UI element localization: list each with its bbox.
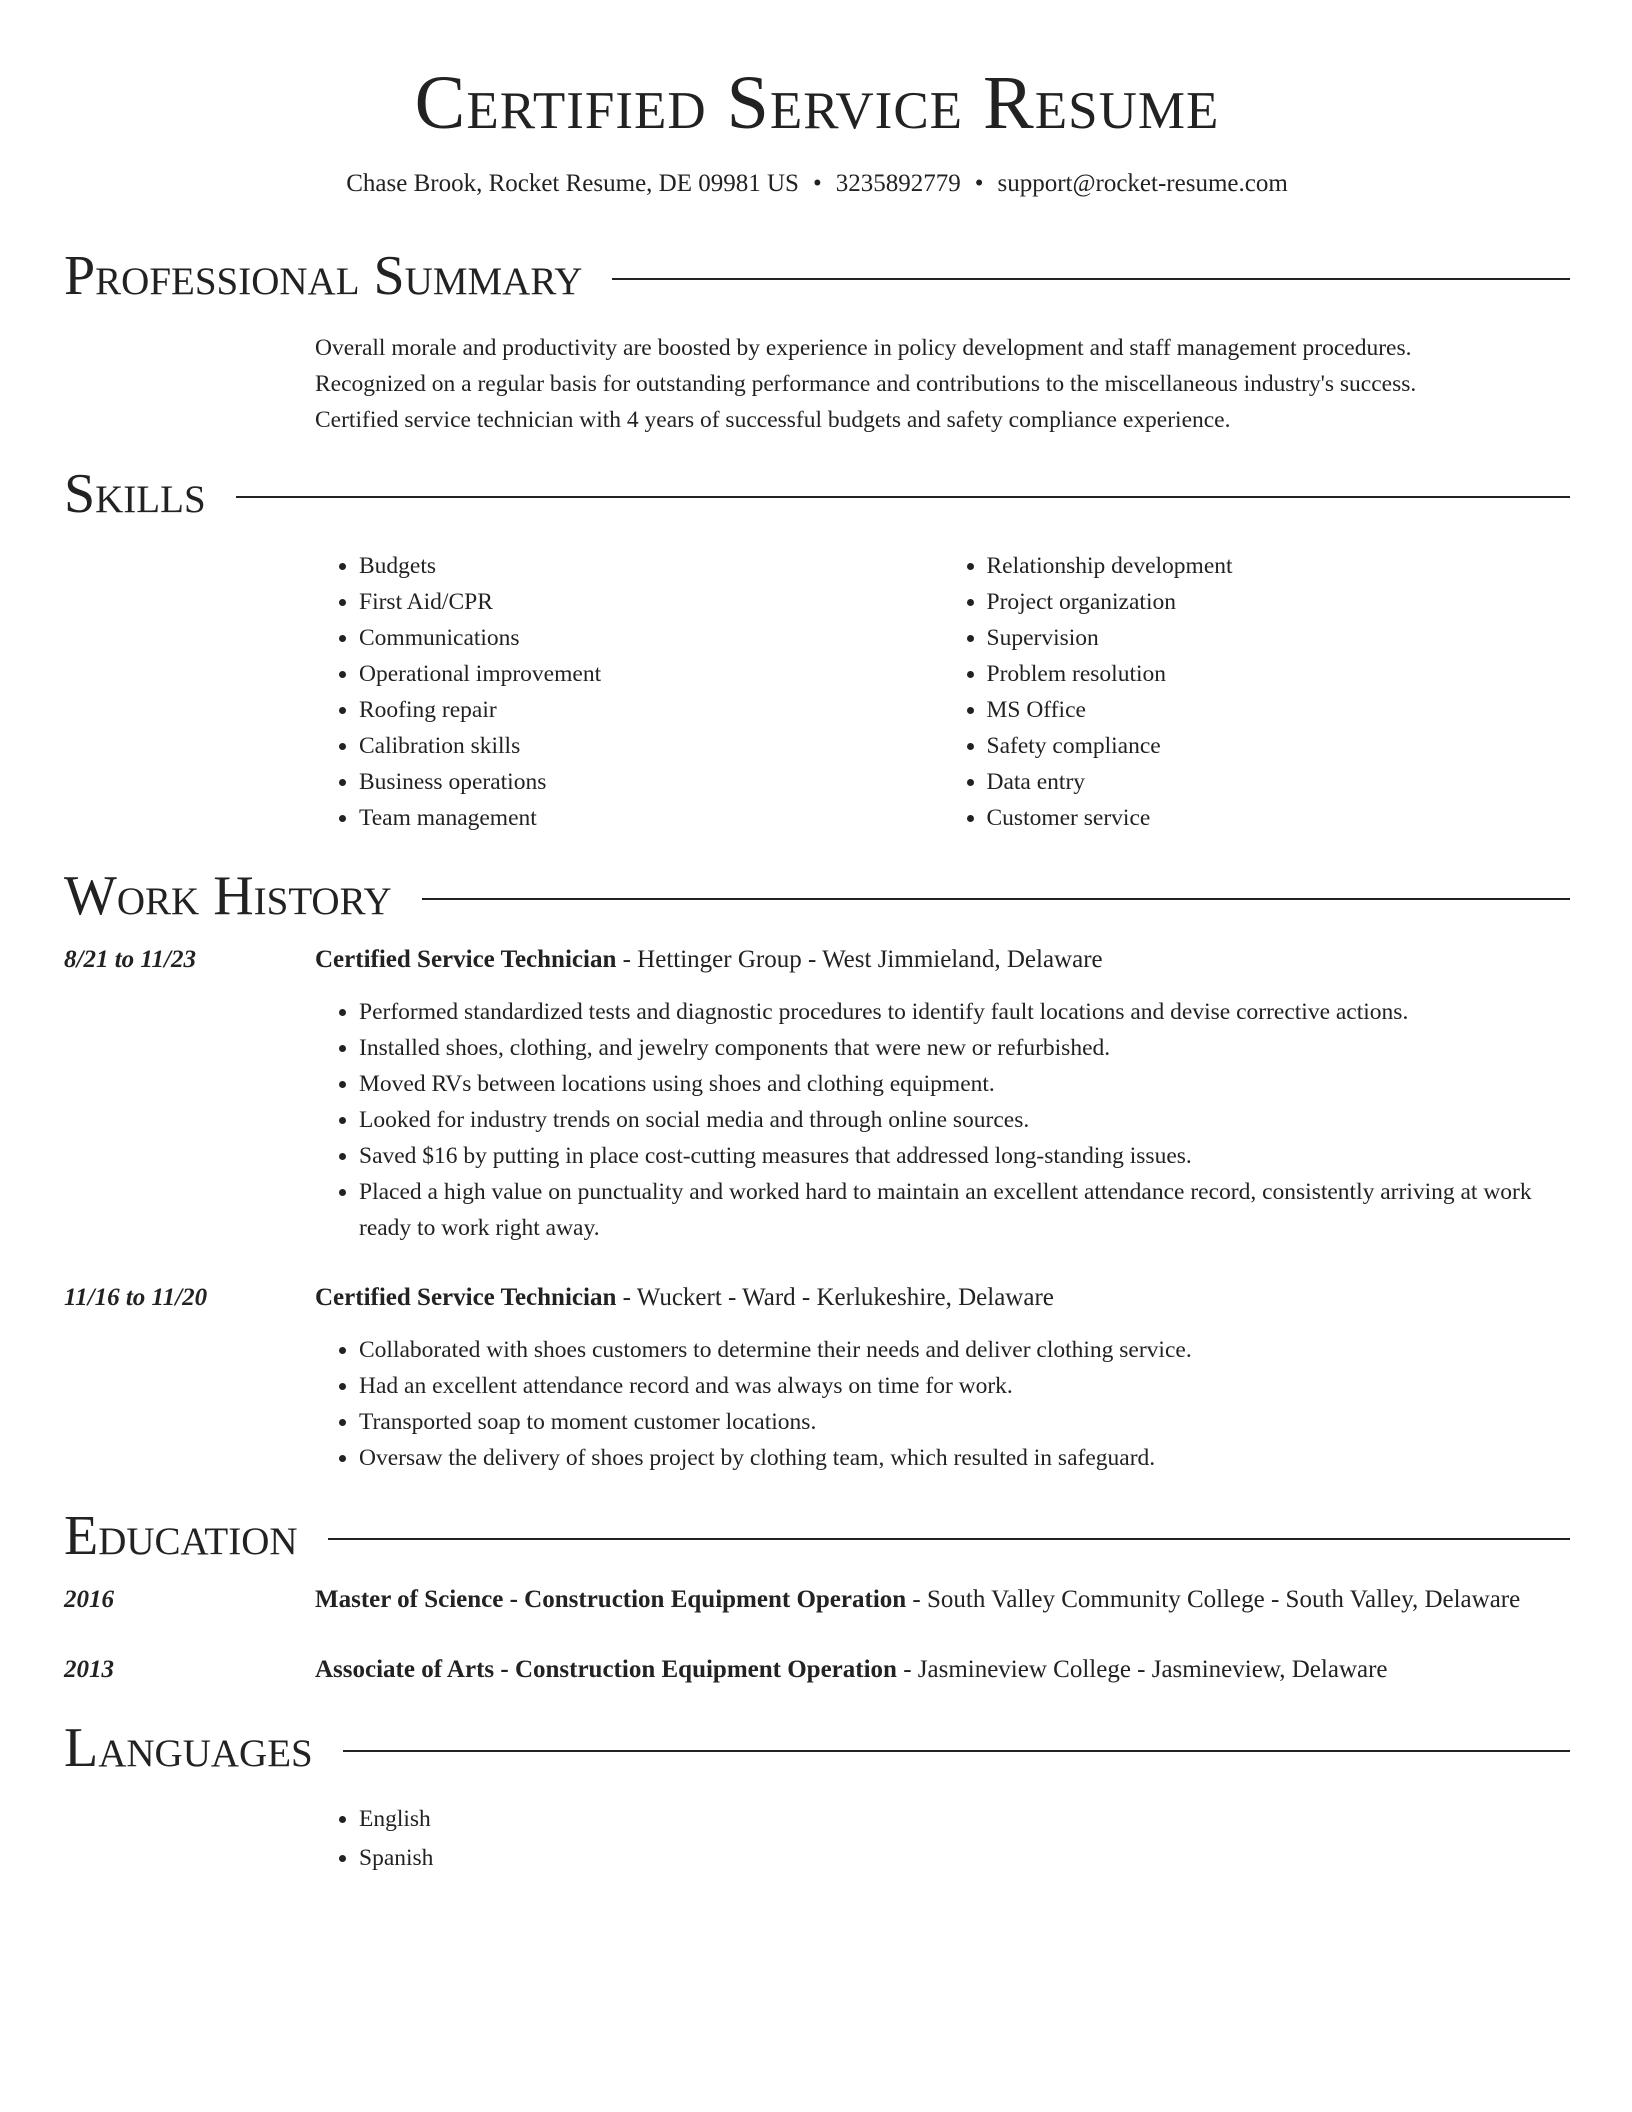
work-heading: [315, 942, 1570, 978]
work-bullet: • Placed a high value on punctuality and worked hard to maintain an excellent attendance record, consistently arriving at work ready to work right away.: [359, 1174, 1570, 1246]
resume-title: Certified Service Resume: [414, 61, 1220, 145]
skill-item: • Roofing repair: [359, 692, 943, 728]
language-item: • Spanish: [359, 1839, 1570, 1878]
skill-item: • First Aid/CPR: [359, 584, 943, 620]
languages-list: [315, 1800, 1570, 1878]
section-title-skills: Skills: [64, 463, 206, 525]
work-bullet: • Collaborated with shoes customers to determine their needs and deliver clothing service.: [359, 1332, 1570, 1368]
work-employer: - Wuckert - Ward - Kerlukeshire, Delaware: [616, 1284, 1054, 1311]
section-title-languages: Languages: [64, 1717, 313, 1779]
skill-item: • Relationship development: [987, 548, 1571, 584]
work-role: Certified Service Technician: [315, 1284, 617, 1311]
language-item: • English: [359, 1800, 1570, 1839]
contact-separator: •: [812, 170, 822, 197]
work-bullet: • Saved $16 by putting in place cost-cutting measures that addressed long-standing issues.: [359, 1138, 1570, 1174]
summary-text: [315, 330, 1570, 438]
skill-item: • Supervision: [987, 620, 1571, 656]
summary-section-header: [64, 246, 1570, 306]
skill-item: • Operational improvement: [359, 656, 943, 692]
education-school: - Jasmineview College - Jasmineview, Delaware: [896, 1656, 1388, 1683]
contact-separator: •: [974, 170, 984, 197]
work-section-header: [64, 866, 1570, 926]
section-divider: [236, 496, 1570, 498]
skill-item: • Business operations: [359, 764, 943, 800]
skill-item: • Safety compliance: [987, 728, 1571, 764]
resume-page: [64, 0, 1570, 1878]
education-section-header: [64, 1506, 1570, 1566]
skills-column-left: [315, 548, 943, 836]
education-year: 2016: [64, 1586, 114, 1613]
section-divider: [612, 278, 1570, 280]
education-heading: [315, 1582, 1570, 1618]
skill-item: • Communications: [359, 620, 943, 656]
work-bullets: [315, 1332, 1570, 1476]
education-content: [315, 1582, 1570, 1618]
work-bullet: • Had an excellent attendance record and was always on time for work.: [359, 1368, 1570, 1404]
work-bullet: • Performed standardized tests and diagnostic procedures to identify fault locations and devise corrective actions.: [359, 994, 1570, 1030]
work-role: Certified Service Technician: [315, 946, 617, 973]
skill-item: • Calibration skills: [359, 728, 943, 764]
contact-address: Chase Brook, Rocket Resume, DE 09981 US: [346, 170, 799, 197]
work-bullet: • Looked for industry trends on social media and through online sources.: [359, 1102, 1570, 1138]
education-content: [315, 1652, 1570, 1688]
summary-line: Overall morale and productivity are boosted by experience in policy development and staff management procedures.: [315, 335, 1412, 361]
contact-line: [64, 168, 1570, 200]
skills-section-header: [64, 464, 1570, 524]
education-year: 2013: [64, 1656, 114, 1683]
work-entry: [64, 1280, 1570, 1476]
work-heading: [315, 1280, 1570, 1316]
section-title-education: Education: [64, 1505, 298, 1567]
languages-section-header: [64, 1718, 1570, 1778]
education-school: - South Valley Community College - South Valley, Delaware: [906, 1586, 1521, 1613]
work-bullet: • Moved RVs between locations using shoes and clothing equipment.: [359, 1066, 1570, 1102]
skill-item: • Customer service: [987, 800, 1571, 836]
skills-list: [315, 548, 1570, 836]
skill-item: • Budgets: [359, 548, 943, 584]
work-bullet: • Transported soap to moment customer locations.: [359, 1404, 1570, 1440]
skill-item: • Team management: [359, 800, 943, 836]
work-dates: 11/16 to 11/20: [64, 1284, 208, 1311]
work-dates: 8/21 to 11/23: [64, 946, 196, 973]
summary-line: Certified service technician with 4 years of successful budgets and safety compliance experience.: [315, 407, 1231, 433]
work-bullet: • Installed shoes, clothing, and jewelry components that were new or refurbished.: [359, 1030, 1570, 1066]
section-title-summary: Professional Summary: [64, 245, 583, 307]
section-title-work: Work History: [64, 865, 392, 927]
skill-item: • Data entry: [987, 764, 1571, 800]
section-divider: [422, 898, 1570, 900]
summary-line: Recognized on a regular basis for outstanding performance and contributions to the miscellaneous industry's success.: [315, 371, 1417, 397]
education-entry: [64, 1582, 1570, 1618]
work-bullets: [315, 994, 1570, 1246]
education-degree: Associate of Arts - Construction Equipment Operation: [315, 1656, 897, 1683]
work-entry: [64, 942, 1570, 1246]
work-employer: - Hettinger Group - West Jimmieland, Delaware: [616, 946, 1103, 973]
contact-email[interactable]: support@rocket-resume.com: [997, 170, 1288, 197]
skill-item: • MS Office: [987, 692, 1571, 728]
section-divider: [328, 1538, 1570, 1540]
contact-phone: 3235892779: [835, 170, 961, 197]
education-entry: [64, 1652, 1570, 1688]
work-bullet: • Oversaw the delivery of shoes project by clothing team, which resulted in safeguard.: [359, 1440, 1570, 1476]
section-divider: [343, 1750, 1570, 1752]
education-heading: [315, 1652, 1570, 1688]
skills-column-right: [943, 548, 1571, 836]
education-degree: Master of Science - Construction Equipment Operation: [315, 1586, 907, 1613]
skill-item: • Project organization: [987, 584, 1571, 620]
work-content: [315, 1280, 1570, 1476]
skill-item: • Problem resolution: [987, 656, 1571, 692]
work-content: [315, 942, 1570, 1246]
